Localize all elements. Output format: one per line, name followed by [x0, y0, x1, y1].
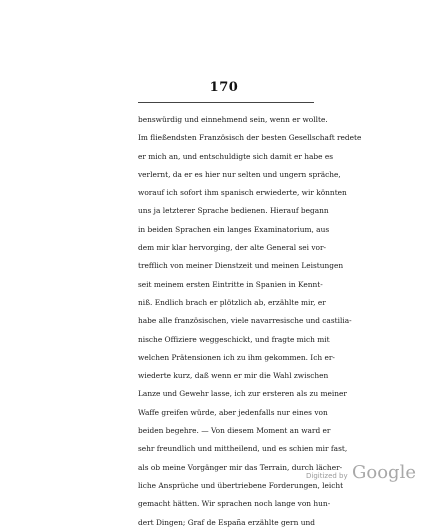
text-line: gemacht hätten. Wir sprachen noch lange von hun- — [138, 499, 331, 509]
text-line: habe alle französischen, viele navarresische und castilia- — [138, 316, 352, 326]
google-logo: Google — [352, 462, 416, 483]
text-line: liche Ansprüche und übertriebene Forderungen, leicht — [138, 480, 344, 490]
text-line: trefflich von meiner Dienstzeit und meinen Leistungen — [138, 261, 344, 271]
text-line: dert Dingen; Graf de España erzählte gern und — [138, 517, 315, 527]
text-line: wiederte kurz, daß wenn er mir die Wahl zwischen — [138, 371, 329, 381]
text-line: worauf ich sofort ihm spanisch erwiederte, wir könnten — [138, 188, 347, 198]
text-line: benswürdig und einnehmend sein, wenn er wollte. — [138, 115, 328, 124]
text-line: niß. Endlich brach er plötzlich ab, erzählte mir, er — [138, 297, 326, 307]
text-line: Im fließendsten Französisch der besten Gesellschaft redete — [138, 133, 362, 143]
text-line: sehr freundlich und mittheilend, und es schien mir fast, — [138, 444, 348, 454]
text-line: uns ja letzterer Sprache bedienen. Hierauf begann — [138, 206, 329, 216]
text-line: dem mir klar hervorging, der alte General sei vor- — [138, 243, 327, 253]
text-line: welchen Prätensionen ich zu ihm gekommen. Ich er- — [138, 352, 335, 362]
text-line: verlernt, da er es hier nur selten und ungern spräche, — [138, 169, 341, 179]
text-line: er mich an, und entschuldigte sich damit er habe es — [138, 151, 334, 161]
text-line: seit meinem ersten Eintritte in Spanien in Kennt- — [138, 279, 323, 289]
text-line: Lanze und Gewehr lasse, ich zur ersteren als zu meiner — [138, 389, 347, 399]
text-line: als ob meine Vorgänger mir das Terrain, durch lächer- — [138, 462, 343, 472]
text-line: in beiden Sprachen ein langes Examinatorium, aus — [138, 224, 330, 234]
text-line: beiden begehre. — Von diesem Moment an ward er — [138, 426, 331, 436]
page-number: 170 — [209, 80, 239, 95]
digitized-label: Digitized by — [306, 472, 348, 480]
header-rule — [138, 102, 314, 103]
digitized-by-google-watermark — [306, 462, 436, 486]
text-line: nische Offiziere weggeschickt, und fragte mich mit — [138, 334, 330, 344]
text-line: Waffe greifen würde, aber jedenfalls nur eines von — [138, 407, 328, 417]
